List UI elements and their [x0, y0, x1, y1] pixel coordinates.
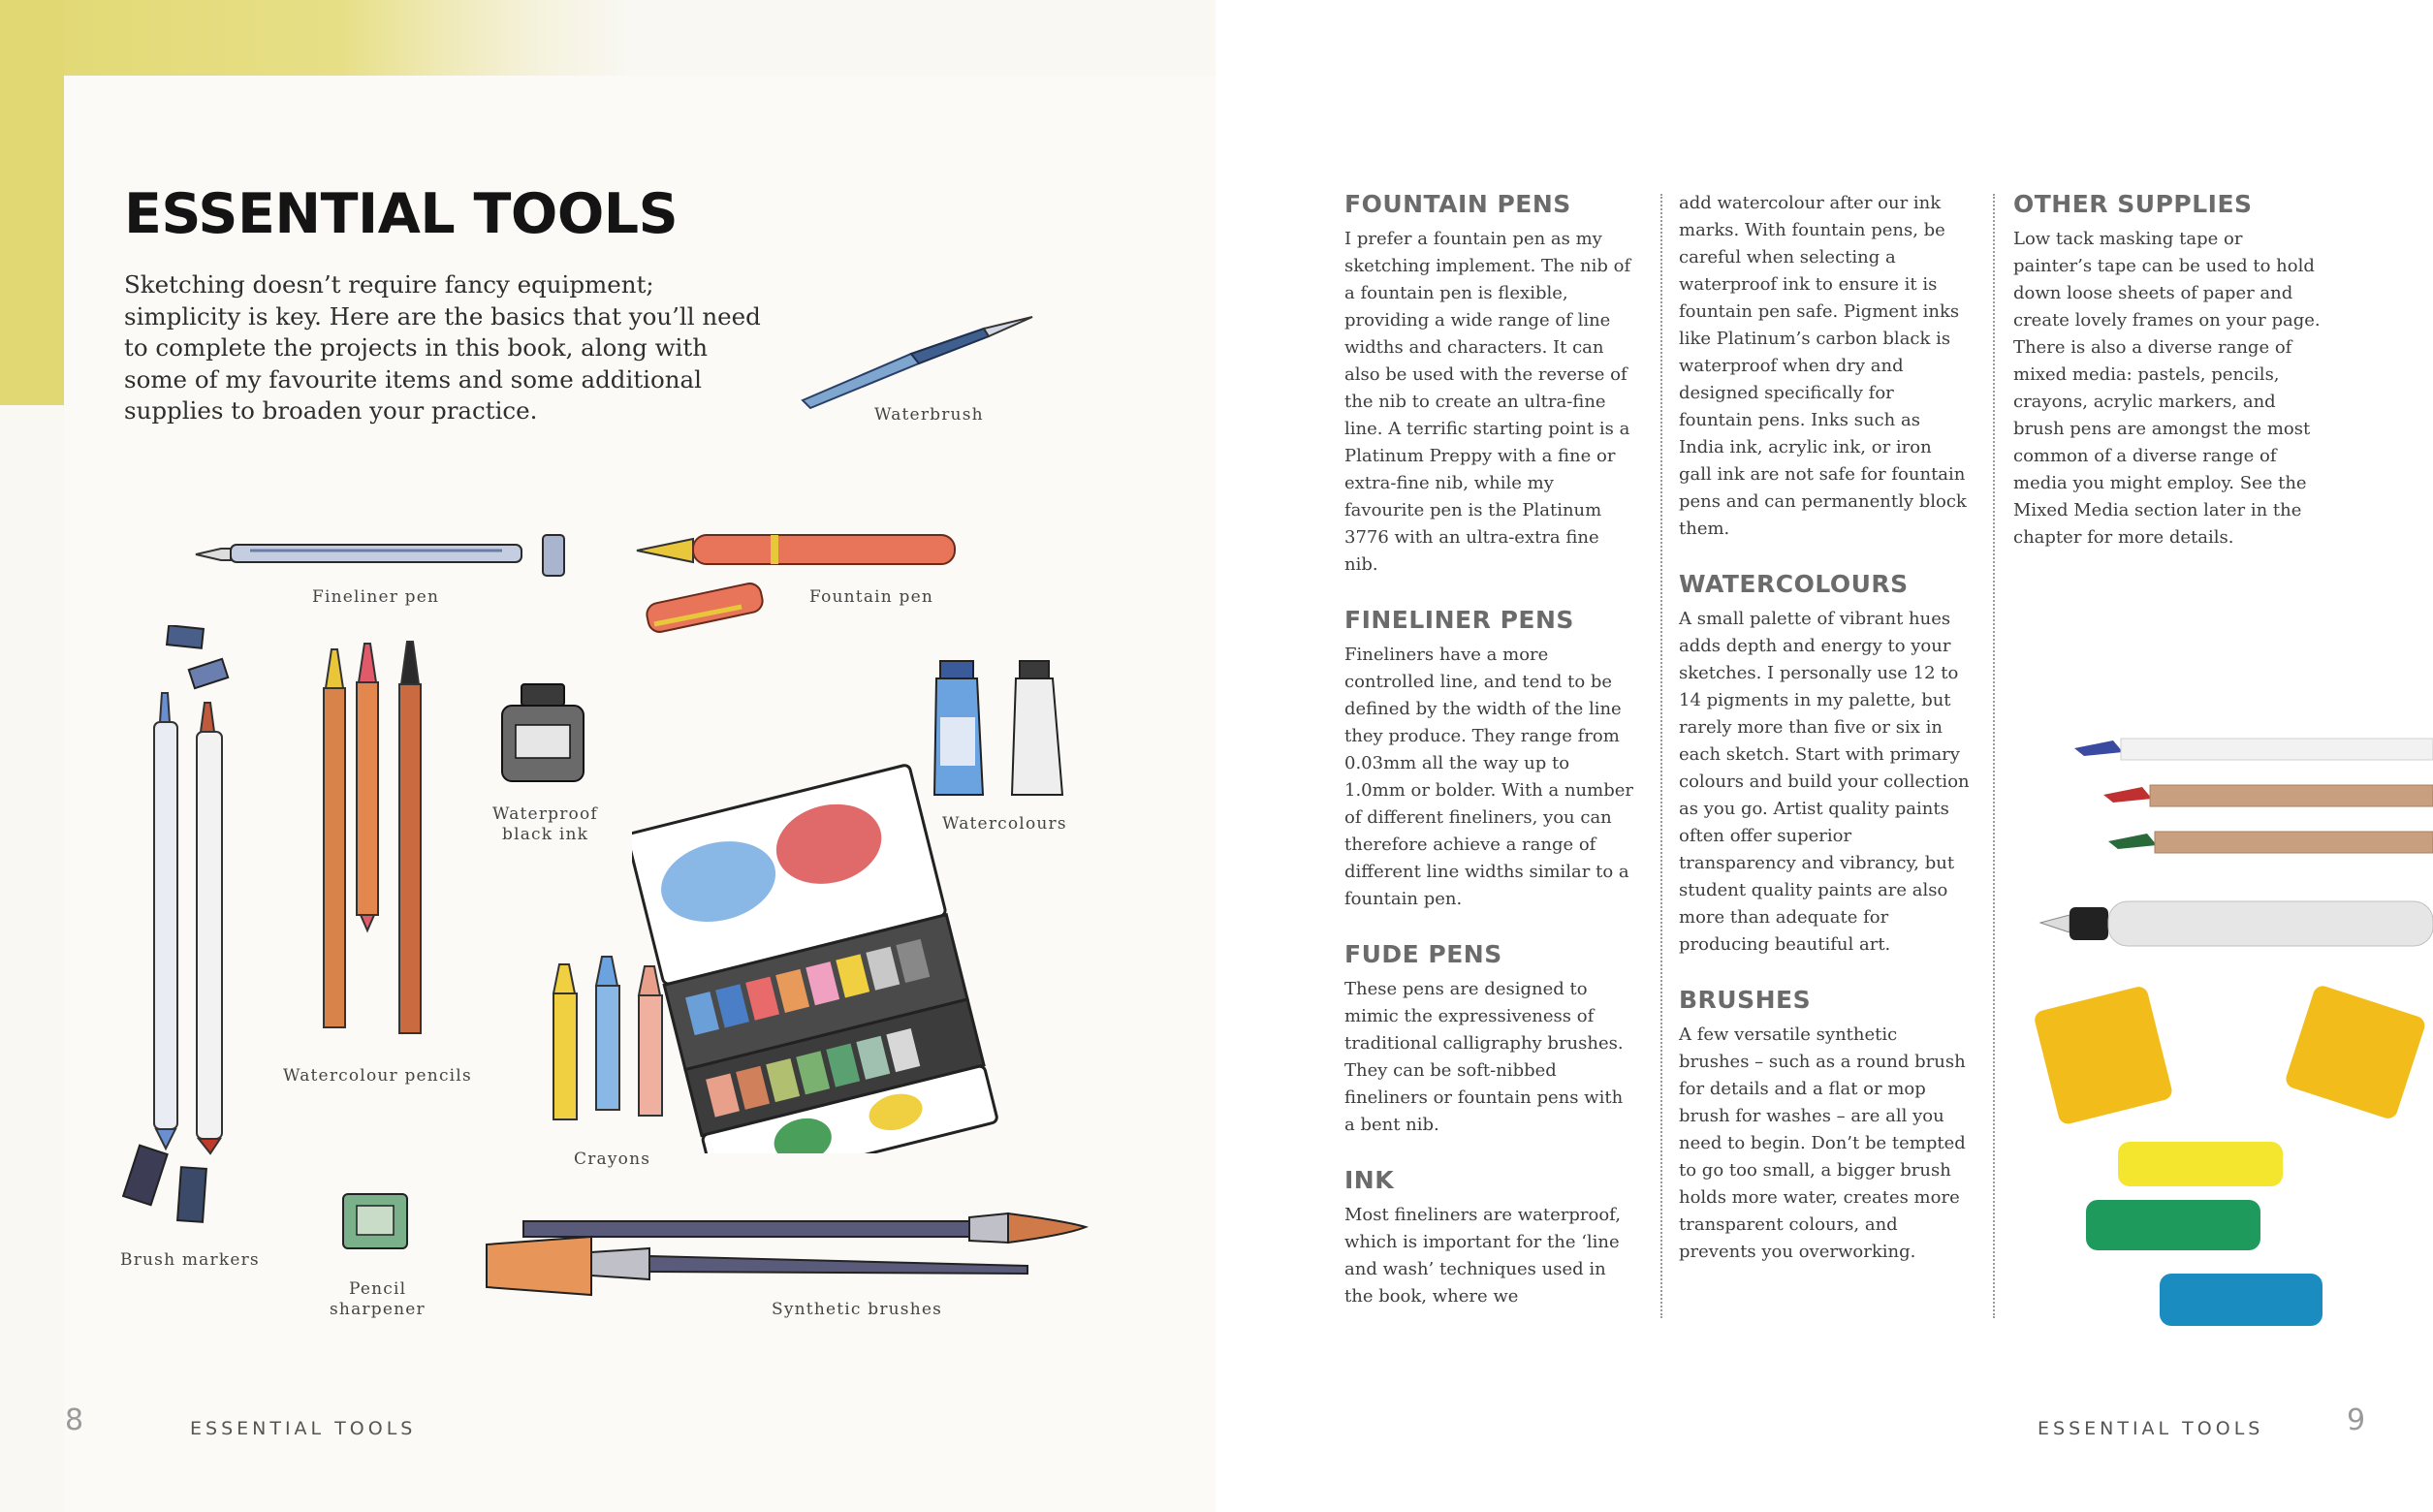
- label-watercolour-pencils: Watercolour pencils: [283, 1066, 472, 1086]
- text-column-3: [2013, 190, 2323, 579]
- yellow-paint-band: [0, 0, 1216, 76]
- section-watercolours: [1679, 570, 1970, 959]
- label-waterproof-ink-line1: Waterproof: [492, 804, 598, 824]
- folio-number-left: 8: [65, 1403, 84, 1437]
- watercolour-palette-illustration: [632, 746, 1073, 1153]
- section-fude-pens: [1344, 940, 1635, 1139]
- supplies-photo: [2026, 717, 2433, 1338]
- crayons-illustration: [548, 955, 679, 1129]
- ink-bottle-illustration: [494, 680, 591, 787]
- column-divider-2: [1993, 194, 1995, 1318]
- body-fountain-pens: I prefer a fountain pen as my sketching implement. The nib of a fountain pen is flexible, providing a wide range of line widths and characters. It can also be used with the reverse of the nib to create an ultra-fine line. A terrific starting point is a Platinum Preppy with a fine or extra-fine nib, while my favourite pen is the Platinum 3776 with an ultra-extra fine nib.: [1344, 229, 1631, 575]
- heading-fineliner-pens: FINELINER PENS: [1344, 606, 1574, 634]
- label-brush-markers: Brush markers: [120, 1250, 260, 1270]
- section-ink: [1344, 1166, 1635, 1310]
- section-fineliner-pens: [1344, 606, 1635, 913]
- label-fountain-pen: Fountain pen: [809, 587, 934, 607]
- heading-other-supplies: OTHER SUPPLIES: [2013, 190, 2253, 218]
- label-waterbrush: Waterbrush: [874, 405, 984, 425]
- watercolour-pencils-illustration: [310, 640, 446, 1047]
- label-synthetic-brushes: Synthetic brushes: [772, 1300, 943, 1319]
- waterbrush-illustration: [795, 315, 1047, 412]
- running-head-left: ESSENTIAL TOOLS: [190, 1418, 417, 1439]
- yellow-paint-block: [0, 0, 64, 405]
- body-fineliner-pens: Fineliners have a more controlled line, and tend to be defined by the width of the line they produce. They range from 0.03mm all the way up to 1.0mm or bolder. With a number of different fineliners, you can therefore achieve a range of different line widths similar to a fountain pen.: [1344, 645, 1633, 909]
- section-brushes: [1679, 986, 1970, 1266]
- text-column-1: [1344, 190, 1635, 1338]
- body-watercolours: A small palette of vibrant hues adds depth and energy to your sketches. I personally use 12 to 14 pigments in my palette, but rarely more than five or six in each sketch. Start with primary colours and build your collection as you go. Artist quality paints often offer superior transparency and vibrancy, but student quality paints are also more than adequate for producing beautiful art.: [1679, 609, 1970, 955]
- label-pencil-sharpener-line1: Pencil: [349, 1279, 407, 1299]
- label-fineliner-pen: Fineliner pen: [312, 587, 440, 607]
- label-watercolours: Watercolours: [942, 814, 1067, 834]
- left-page: [0, 0, 1216, 1512]
- heading-fountain-pens: FOUNTAIN PENS: [1344, 190, 1571, 218]
- column-divider-1: [1660, 194, 1662, 1318]
- section-fountain-pens: [1344, 190, 1635, 579]
- body-other-supplies: Low tack masking tape or painter’s tape can be used to hold down loose sheets of paper and create lovely frames on your page. There is also a diverse range of mixed media: pastels, pencils, crayons, acrylic markers, and brush pens are amongst the most common of a diverse range of media you might employ. See the Mixed Media section later in the chapter for more details.: [2013, 229, 2321, 548]
- section-other-supplies: [2013, 190, 2323, 551]
- intro-paragraph: Sketching doesn’t require fancy equipment; simplicity is key. Here are the basics that you’ll need to complete the projects in this book, along with some of my favourite items and some additional supplies to broaden your practice.: [124, 270, 761, 425]
- running-head-right: ESSENTIAL TOOLS: [2038, 1418, 2264, 1439]
- body-fude-pens: These pens are designed to mimic the expressiveness of traditional calligraphy brushes. They can be soft-nibbed fineliners or fountain pens with a bent nib.: [1344, 979, 1624, 1135]
- text-column-2: [1679, 190, 1970, 1293]
- label-pencil-sharpener-line2: sharpener: [330, 1300, 426, 1319]
- pencil-sharpener-illustration: [339, 1190, 412, 1252]
- heading-ink: INK: [1344, 1166, 1395, 1194]
- brush-markers-illustration: [121, 625, 267, 1226]
- heading-brushes: BRUSHES: [1679, 986, 1812, 1014]
- body-brushes: A few versatile synthetic brushes – such as a round brush for details and a flat or mop brush for washes – are all you need to begin. Don’t be tempted to go too small, a bigger brush holds more water, creates more transparent colours, and prevents you overworking.: [1679, 1024, 1966, 1262]
- label-crayons: Crayons: [574, 1150, 651, 1169]
- synthetic-brushes-illustration: [485, 1202, 1090, 1304]
- heading-watercolours: WATERCOLOURS: [1679, 570, 1909, 598]
- page-title: ESSENTIAL TOOLS: [124, 182, 679, 246]
- folio-number-right: 9: [2347, 1403, 2366, 1437]
- body-ink: Most fineliners are waterproof, which is important for the ‘line and wash’ techniques used in the book, where we: [1344, 1205, 1621, 1307]
- fountain-pen-illustration: [635, 523, 974, 640]
- fineliner-pen-illustration: [192, 531, 578, 580]
- heading-fude-pens: FUDE PENS: [1344, 940, 1502, 968]
- section-ink-continued: [1679, 190, 1970, 543]
- body-ink-continued: add watercolour after our ink marks. With fountain pens, be careful when selecting a waterproof ink to ensure it is fountain pen safe. Pigment inks like Platinum’s carbon black is waterproof when dry and designed specifically for fountain pens. Inks such as India ink, acrylic ink, or iron gall ink are not safe for fountain pens and can permanently block them.: [1679, 193, 1967, 539]
- label-waterproof-ink-line2: black ink: [502, 825, 589, 844]
